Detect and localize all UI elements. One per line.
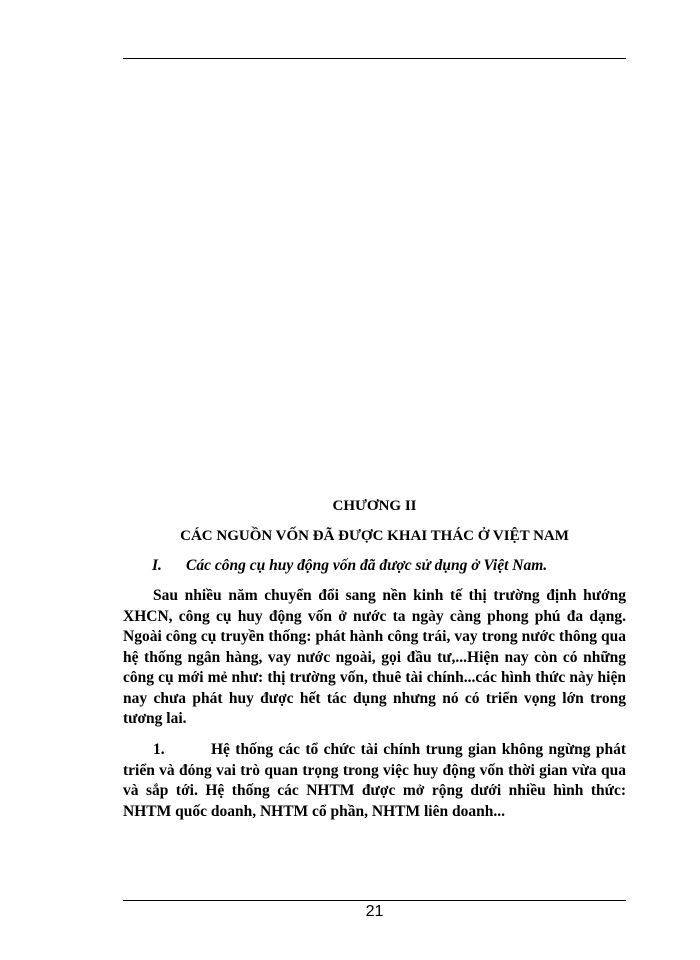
section-heading bbox=[152, 556, 626, 576]
paragraph-text: Hệ thống các tổ chức tài chính trung gian không ngừng phát triển và đóng vai trò quan trọng trong việc huy động vốn thời gian vừa qua và sắp tới. Hệ thống các NHTM được mở rộng dưới nhiều hình thức: NHTM quốc doanh, NHTM cổ phần, NHTM liên doanh... bbox=[123, 741, 626, 820]
paragraph-text: Sau nhiều năm chuyển đổi sang nền kinh tế thị trường định hướng XHCN, công cụ huy động vốn ở nước ta ngày càng phong phú đa dạng. Ngoài công cụ truyền thống: phát hành công trái, vay trong nước thông qua hệ thống ngân hàng, vay nước ngoài, gọi đầu tư,...Hiện nay còn có những công cụ mới mẻ như: thị trường vốn, thuê tài chính...các hình thức này hiện nay chưa phát huy được hết tác dụng nhưng nó có triển vọng lớn trong tương lai. bbox=[123, 587, 626, 727]
numbered-paragraph bbox=[123, 740, 626, 822]
page-number: 21 bbox=[365, 903, 384, 920]
chapter-title: CÁC NGUỒN VỐN ĐÃ ĐƯỢC KHAI THÁC Ở VIỆT NAM bbox=[180, 528, 569, 544]
header-rule bbox=[123, 58, 626, 59]
section-title: Các công cụ huy động vốn đã được sử dụng ở Việt Nam. bbox=[186, 557, 548, 574]
chapter-label: CHƯƠNG II bbox=[332, 498, 417, 514]
section-number: I. bbox=[152, 557, 162, 574]
paragraph-number: 1. bbox=[153, 741, 165, 758]
footer-rule bbox=[123, 900, 626, 901]
body-paragraph bbox=[123, 586, 626, 730]
